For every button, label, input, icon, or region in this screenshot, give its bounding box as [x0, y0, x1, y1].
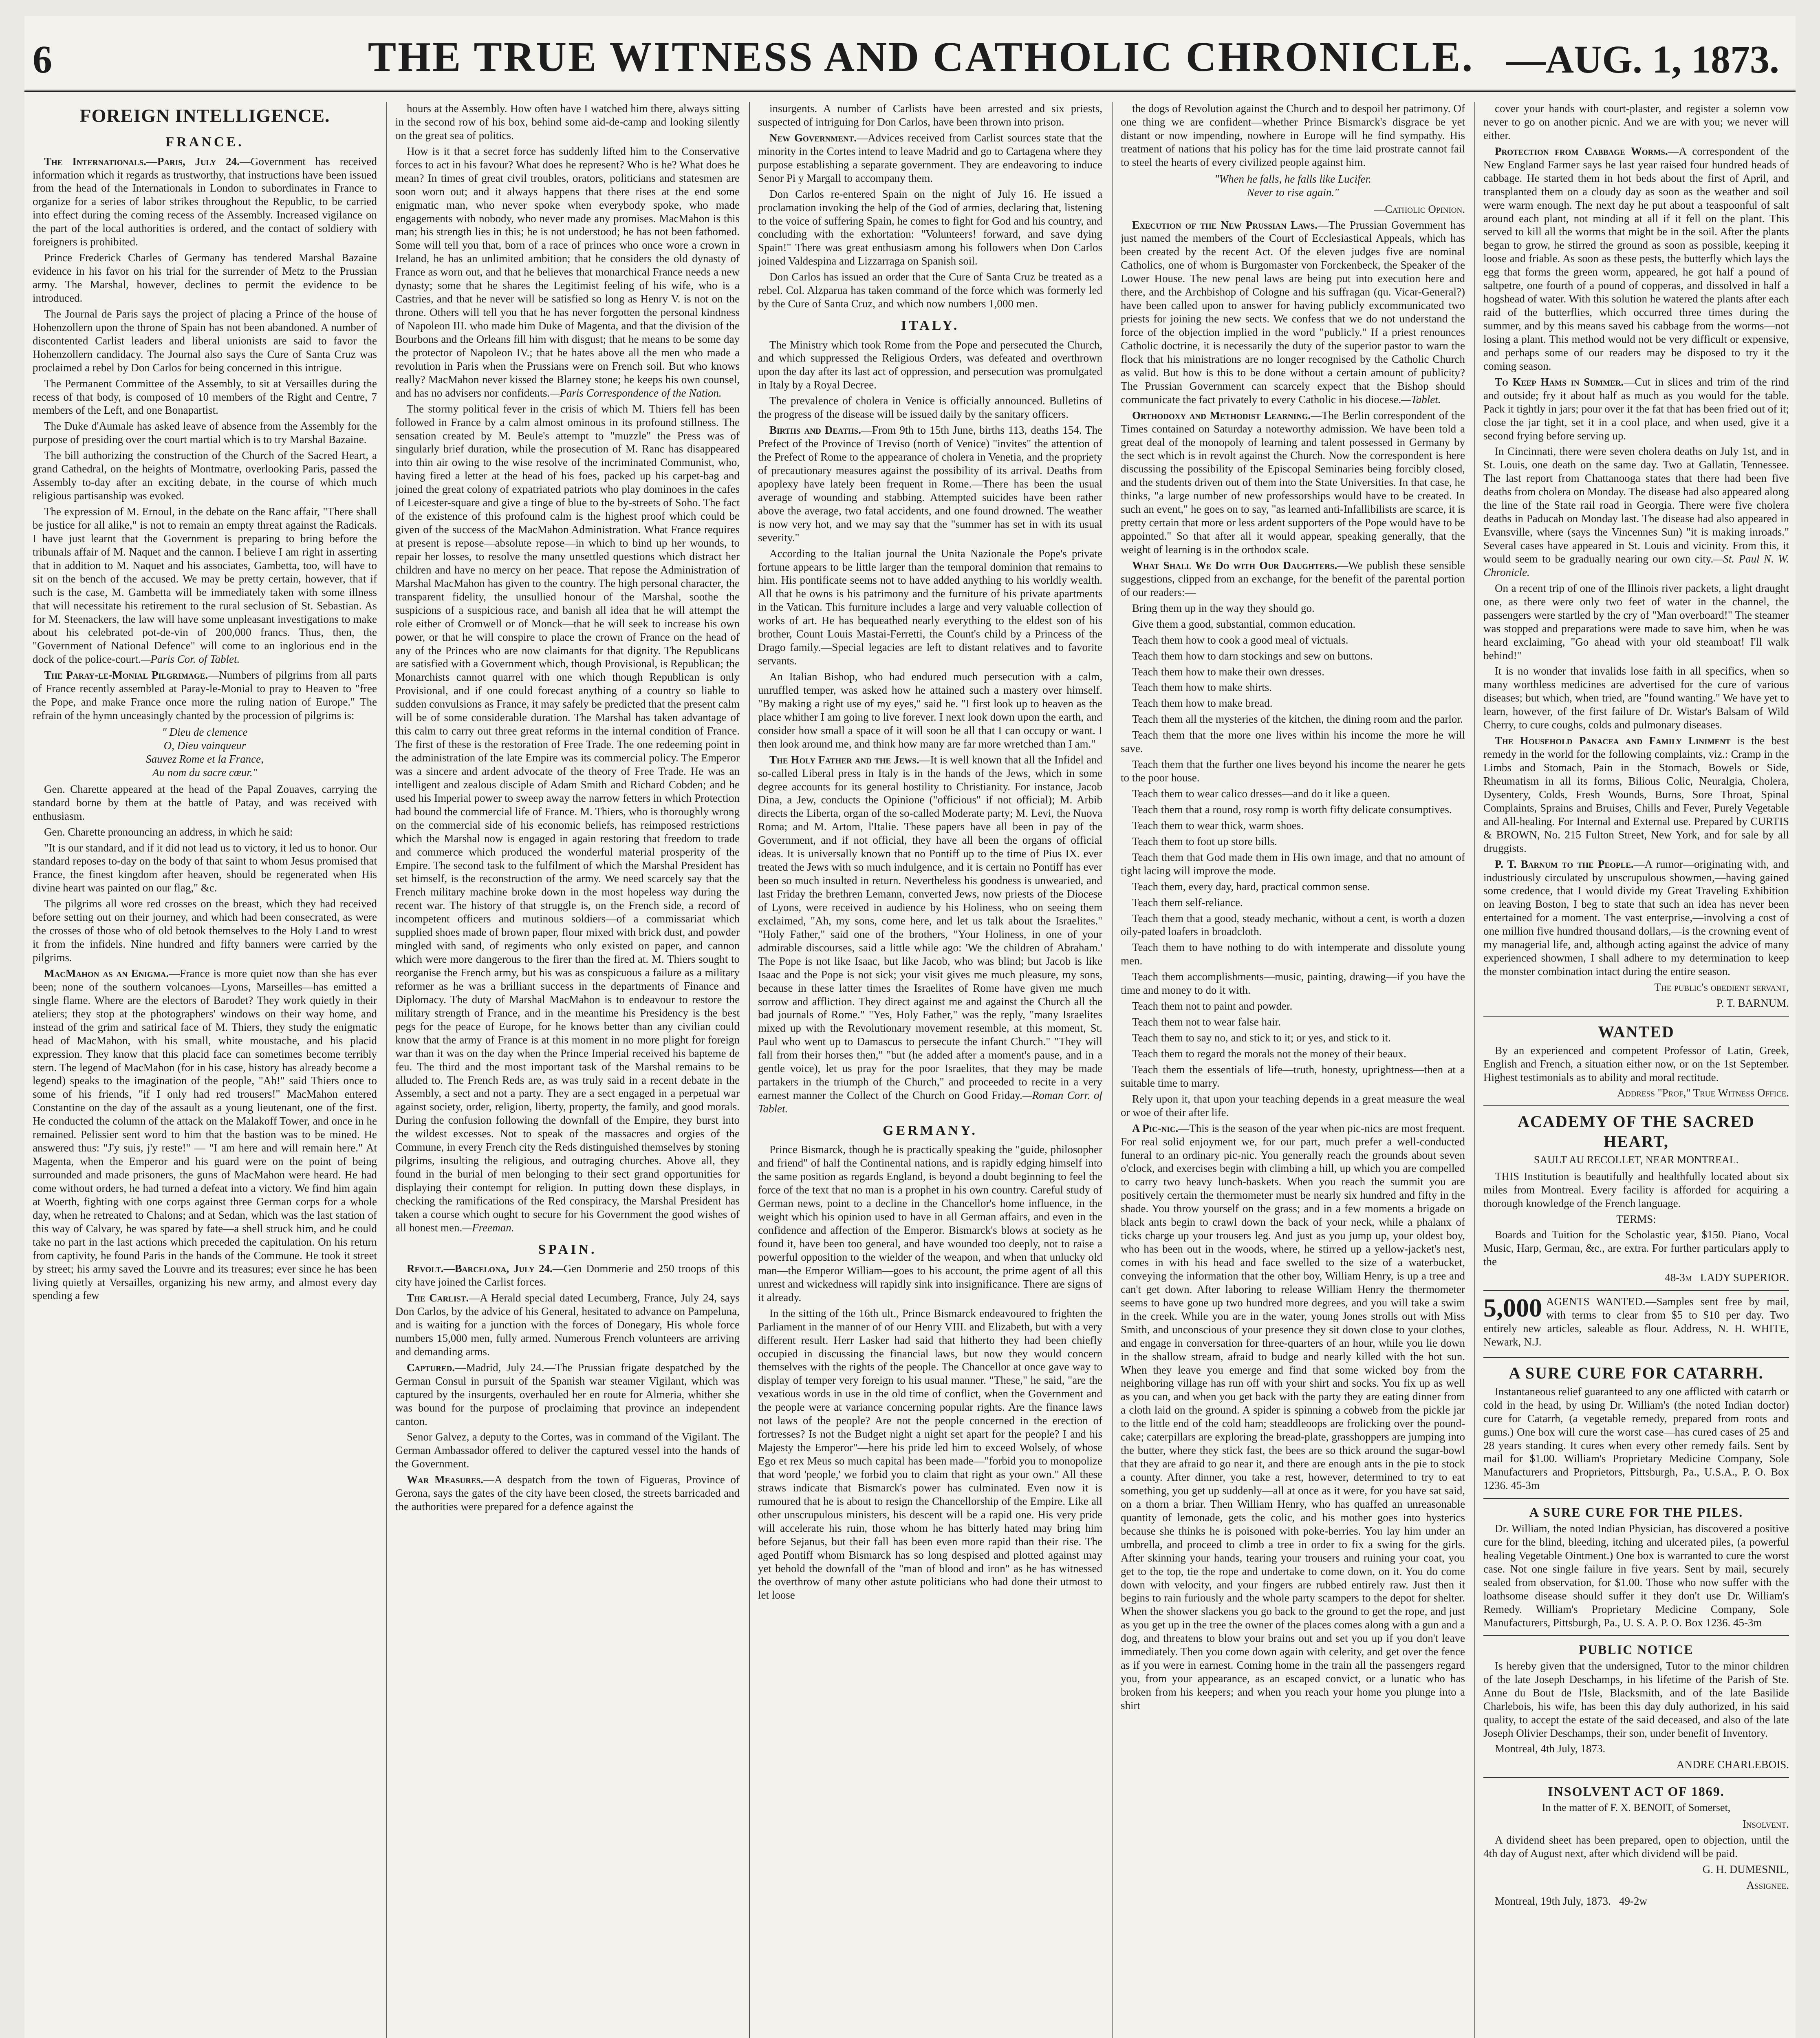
ad-subtitle-2: Insolvent.: [1742, 1818, 1789, 1831]
article-paragraph: The Journal de Paris says the project of placing a Prince of the house of Hohenzollern upon the throne of Spain has not been abandoned. A number of discontented Carlist leaders and liberal unionists are said to favor the Hohenzollern candidacy. The Journal also says the Cure of Santa Cruz was proclaimed a rebel by Don Carlos for being concerned in this intrigue.: [33, 307, 377, 374]
list-item: Teach them to regard the morals not the money of their beaux.: [1132, 1047, 1406, 1060]
list-item: Teach them that a round, rosy romp is worth fifty delicate consumptives.: [1132, 803, 1452, 816]
article-paragraph: The expression of M. Ernoul, in the debate on the Ranc affair, "There shall be justice for all alike," is not to remain an empty threat against the Radicals. I have just learnt that the Government is preparing to bring before the tribunals affair of M. Naquet and the cannon. I believe I am right in asserting that in addition to M. Naquet and his associates, Gambetta, too, will have to sit on the bench of the accused. We may be pretty certain, however, that if such is the case, M. Gambetta will be immediately taken with some illness that will necessitate his retirement to the rural seclusion of St. Sebastian. As for M. Steenackers, the law will have some unpleasant investigations to make about his celebrated pot-de-vin of 200,000 francs. Thus, then, the "Government of National Defence" will come to an inglorious end in the dock of the police-court.—Paris Cor. of Tablet.: [33, 505, 377, 666]
ad-body: Is hereby given that the undersigned, Tutor to the minor children of the late Joseph Deschamps, in his lifetime of the Parish of Ste. Anne du Bout de l'Isle, Blacksmith, and of the late Basilide Charlebois, his wife, has been this day duly authorized, in his said quality, to accept the estate of the said deceased, and also of the late Joseph Olivier Deschamps, their son, under benefit of Inventory.: [1483, 1659, 1789, 1739]
list-item: Teach them that the further one lives beyond his income the nearer he gets to the poor house.: [1121, 758, 1465, 784]
quote-verse: "When he falls, he falls like Lucifer. Never to rise again.": [1214, 172, 1371, 199]
ad-title: A SURE CURE FOR CATARRH.: [1509, 1363, 1764, 1382]
subheading-france: FRANCE.: [165, 135, 244, 150]
article-paragraph: The Ministry which took Rome from the Pope and persecuted the Church, and which suppressed the Religious Orders, was defeated and overthrown upon the day after its last act of oppression, and persecution was promulgated in Italy by a Royal Decree.: [758, 338, 1102, 391]
article-paragraph: Don Carlos re-entered Spain on the night of July 16. He issued a proclamation invoking the help of the God of armies, declaring that, listening to the voice of suffering Spain, he comes to fight for God and his country, and concluding with the exhortation: "Volunteers! forward, and save dying Spain!" There was great enthusiasm among his followers when Don Carlos joined Valdespina and Lizzarraga on Spanish soil.: [758, 187, 1102, 267]
article-paragraph: What Shall We Do with Our Daughters.—We publish these sensible suggestions, clipped from an exchange, for the benefit of the parental portion of our readers:—: [1121, 559, 1465, 598]
list-item: Teach them to wear thick, warm shoes.: [1132, 819, 1304, 832]
ad-body: THIS Institution is beautifully and healthfully located about six miles from Montreal. Every facility is afforded for acquiring a thorough knowledge of the French language.: [1483, 1170, 1789, 1209]
hymn-verse: " Dieu de clemence O, Dieu vainqueur Sauvez Rome et la France, Au nom du sacre cœur.": [146, 726, 264, 779]
ad-piles: [1483, 1498, 1789, 1630]
ad-body: A dividend sheet has been prepared, open to objection, until the 4th day of August next, after which dividend will be paid.: [1483, 1834, 1789, 1859]
ad-body: Instantaneous relief guaranteed to any one afflicted with catarrh or cold in the head, by using Dr. William's (the noted Indian doctor) cure for Catarrh, (a vegetable remedy, prepared from roots and gums.) One box will cure the worst case—has cured cases of 25 and 28 years standing. It cures when every other remedy fails. Sent by mail for $1.00. William's Proprietary Medicine Company, Sole Manufacturers and Proprietors, Pittsburgh, Pa., U.S.A., P. O. Box 1236. 45-3m: [1483, 1385, 1789, 1492]
list-item: Bring them up in the way they should go.: [1132, 602, 1315, 614]
article-paragraph: In the sitting of the 16th ult., Prince Bismarck endeavoured to frighten the Parliament in the manner of of our Henry VIII. and Elizabeth, but with a very different result. Herr Lasker had said that hitherto they had been chiefly occupied in discussing the financial laws, but now they would concern themselves with the rights of the people. The Chancellor at once gave way to display of temper very foreign to his usual manner. "These," he said, "are the vexatious words in use in the old time of conflict, when the Government and the people were at variance concerning popular rights. Are the finance laws not laws of the people? Are not the people concerned in the erection of fortresses? Is not the Budget night a night set apart for the people? I and his Majesty the Emperor"—here his pride led him to exceed Wolsely, of whose Ego et rex Meus so much capital has been made—"forbid you to monopolize that word 'people,' we forbid you to claim that right as your own." All these straws indicate that Bismarck's power has culminated. Even now it is rumoured that he is about to resign the Chancellorship of the Empire. Like all other unscrupulous ministers, his descent will be a rapid one. His very pride will accelerate his ruin, those whom he has bitterly hated may bring him before Sejanus, but their fall has been even more rapid than their rise. The aged Pontiff whom Bismarck has so long despised and plotted against may yet behold the downfall of the "man of blood and iron" as he has witnessed the overthrow of many other astute politicians who had done their utmost to let loose: [758, 1307, 1102, 1601]
article-paragraph: The Household Panacea and Family Liniment is the best remedy in the world for the following complaints, viz.: Cramp in the Limbs and Stomach, Pain in the Stomach, Bowels or Side, Rheumatism in all its forms, Bilious Colic, Neuralgia, Cholera, Dysentery, Colds, Fresh Wounds, Burns, Sore Throat, Spinal Complaints, Sprains and Bruises, Chills and Fever, Purely Vegetable and All-healing. For Internal and External use. Prepared by CURTIS & BROWN, No. 215 Fulton Street, New York, and for sale by all druggists.: [1483, 734, 1789, 854]
article-paragraph: hours at the Assembly. How often have I watched him there, always sitting in the second row of his box, behind some aid-de-camp and looking silently on the great sea of politics.: [395, 102, 740, 141]
article-paragraph: New Government.—Advices received from Carlist sources state that the minority in the Cortes intend to leave Madrid and go to Cartagena where they purpose establishing a separate government. They are endeavoring to induce Senor Pi y Margall to accompany them.: [758, 131, 1102, 184]
newspaper-page: [24, 16, 1796, 2038]
list-item: Teach them how to make their own dresses.: [1132, 665, 1324, 678]
ad-title: A SURE CURE FOR THE PILES.: [1529, 1505, 1743, 1520]
column-2: [395, 102, 740, 2038]
subheading-spain: SPAIN.: [538, 1242, 597, 1257]
article-paragraph: Prince Bismarck, though he is practically speaking the "guide, philosopher and friend" of half the Continental nations, and is rapidly edging himself into the same position as regards England, is beyond a doubt beginning to feel the force of the text that no man is a prophet in his own country. Careful study of German news, point to a decline in the Chancellor's home influence, in the weight which his opinion used to have in all German affairs, and even in the confidence and affection of the Emperor. Bismarck's blows at society as he found it, have been too general, and have wounded too deeply, not to raise a powerful opposition to the wielder of the weapon, and when that unlucky old man—the Emperor William—goes to his account, the prime agent of all this unrest and wickedness will rapidly sink into insignificance. There are signs of it already.: [758, 1143, 1102, 1304]
ad-public-notice: [1483, 1635, 1789, 1772]
article-paragraph: An Italian Bishop, who had endured much persecution with a calm, unruffled temper, was asked how he attained such a mastery over himself. "By making a right use of my eyes," said he. "I first look up to heaven as the place whither I am going to live forever. I next look down upon the earth, and consider how small a space of it will soon be all that I can occupy or want. I then look around me, and think how many are far more wretched than I am.": [758, 671, 1102, 750]
column-3: [758, 102, 1102, 2038]
article-paragraph: Gen. Charette appeared at the head of the Papal Zouaves, carrying the standard borne by them at the battle of Patay, and was received with enthusiasm.: [33, 783, 377, 822]
ad-wanted: [1483, 1016, 1789, 1100]
masthead: [24, 24, 1796, 92]
article-paragraph: The bill authorizing the construction of the Church of the Sacred Heart, a grand Cathedral, on the heights of Montmatre, overlooking Paris, passed the Assembly to-day after an exciting debate, in the course of which much religious partisanship was evoked.: [33, 449, 377, 502]
list-item: Teach them all the mysteries of the kitchen, the dining room and the parlor.: [1132, 713, 1463, 726]
ad-big-number: 5,000: [1483, 1293, 1542, 1323]
list-item: Teach them, every day, hard, practical common sense.: [1132, 880, 1370, 893]
list-item: Teach them accomplishments—music, painting, drawing—if you have the time and money to do it with.: [1121, 970, 1465, 997]
article-paragraph: On a recent trip of one of the Illinois river packets, a light draught one, as there were only two feet of water in the channel, the passengers were startled by the cry of "Man overboard!" The steamer was stopped and preparations were made to save him, when he was heard exclaiming, "Go ahead with your old steamboat! I'll walk behind!": [1483, 582, 1789, 662]
list-item: Teach them not to paint and powder.: [1132, 1000, 1293, 1012]
list-item: Teach them self-reliance.: [1132, 896, 1243, 909]
column-divider: [749, 102, 750, 2038]
ad-academy: [1483, 1105, 1789, 1284]
article-paragraph: The Carlist.—A Herald special dated Lecumberg, France, July 24, says Don Carlos, by the advice of his General, hesitated to advance on Pampeluna, and is waiting for a junction with the forces of Donegary, His whole force numbers 15,000 men, fully armed. Numerous French volunteers are arriving and demanding arms.: [395, 1292, 740, 1358]
article-paragraph: Execution of the New Prussian Laws.—The Prussian Government has just named the members of the Court of Ecclesiastical Appeals, which has been created by the recent Act. Of the eleven judges five are nominal Catholics, one of whom is Burgomaster von Forckenbeck, the Speaker of the Lower House. The new penal laws are being put into execution here and there, and the Archbishop of Cologne and his suffragan (qu. Vicar-General?) have been called upon to answer for having publicly excommunicated two priests for joining the new sects. We confess that we do not understand the force of the objection implied in the word "publicly." If a priest renounces Catholic doctrine, it is necessarily the duty of the superior pastor to warn the flock that his ministrations are no longer recognised by the Catholic Church as valid. But how is this to be done without a certain amount of publicity? The Prussian Government can scarcely expect that the Bishop should communicate the fact privately to every Catholic in his diocese.—Tablet.: [1121, 218, 1465, 406]
page-number: 6: [33, 37, 52, 81]
article-paragraph: According to the Italian journal the Unita Nazionale the Pope's private fortune appears to be little larger than the temporal dominion that remains to him. His pontificate seems not to have added anything to his worldly wealth. All that he owns is his patrimony and the furniture of his private apartments in the Vatican. This furniture includes a large and very valuable collection of works of art. He has bequeathed nearly everything to the eldest son of his brother, Count Louis Mastai-Ferretti, the Count's child by a Princess of the Drago family.—Special legacies are left to distant relatives and to favorite servants.: [758, 547, 1102, 667]
article-paragraph: cover your hands with court-plaster, and register a solemn vow never to go on another picnic. And we are with you; we never will either.: [1483, 102, 1789, 141]
article-paragraph: Births and Deaths.—From 9th to 15th June, births 113, deaths 154. The Prefect of the Province of Treviso (north of Venice) "invites" the attention of the Prefect of Rome to the appearance of cholera in Venetia, and the propriety of precautionary measures against the possibility of its arrival. Deaths from apoplexy have lately been frequent in Rome.—There has been the usual average of wounding and stabbing. Attempted suicides have been rather above the average, two fatal accidents, and one found drowned. The weather is now very hot, and we may say that the "summer has set in with its usual severity.": [758, 424, 1102, 544]
article-paragraph: War Measures.—A despatch from the town of Figueras, Province of Gerona, says the gates of the city have been closed, the streets barricaded and the authorities were prepared for a defence against the: [395, 1473, 740, 1513]
article-paragraph: Prince Frederick Charles of Germany has tendered Marshal Bazaine evidence in his favor on his trial for the surrender of Metz to the Prussian army. The Marshal, however, declines to permit the evidence to be introduced.: [33, 251, 377, 304]
ad-subtitle: In the matter of F. X. BENOIT, of Somerset,: [1542, 1802, 1731, 1814]
list-item: Give them a good, substantial, common education.: [1132, 618, 1356, 630]
ad-body: By an experienced and competent Professor of Latin, Greek, English and French, a situation either now, or on the 1st September. Highest testimonials as to ability and moral rectitude.: [1483, 1044, 1789, 1083]
column-divider: [1112, 102, 1113, 2038]
ad-terms: Boards and Tuition for the Scholastic year, $150. Piano, Vocal Music, Harp, German, &c., are extra. For further particulars apply to the: [1483, 1229, 1789, 1268]
list-item: Teach them to say no, and stick to it; or yes, and stick to it.: [1132, 1032, 1391, 1044]
article-paragraph: MacMahon as an Enigma.—France is more quiet now than she has ever been; none of the southern volcanoes—Lyons, Marseilles—has emitted a single flame. Where are the electors of Barodet? They work quietly in their ateliers; they stop at the photographers' windows on their way home, and instead of the grim and satirical face of M. Thiers, they study the enigmatic head of MacMahon, with his small, white moustache, and his placid expression. They know that this placid face can sometimes become terribly stern. The legend of MacMahon (for in his case, history has already become a legend) speaks to the imagination of the people, "Ah!" said Thiers once to some of his friends, "if I only had red trousers!" MacMahon entered Constantine on the day of the assault as a young lieutenant, one of the first. He conducted the column of the attack on the Malakoff Tower, and once in he remained. Pelissier sent word to him that the bastion was to be mined. He answered thus: "J'y suis, j'y reste!" — "I am here and will remain here." At Magenta, when the Emperor and his guard were on the point of being surrounded and made prisoners, the guns of MacMahon were heard. He had come without orders, he had turned a defeat into a victory. We find him again at Woerth, fighting with one corps against three German corps for a whole day, when he retreated to Chalons; and at Sedan, which was the last station of this way of Calvary, he was spared by fate—a shell struck him, and he could take no part in the last actions which preceded the capitulation. On his return from captivity, he found Paris in the hands of the Commune. He took it street by street; his army saved the Louvre and its treasures; ever since he has been living quietly at Versailles, organizing his new army, and almost every day spending a few: [33, 967, 377, 1302]
article-paragraph: It is no wonder that invalids lose faith in all specifics, when so many worthless medicines are advertised for the cure of various diseases; but which, when tried, are "found wanting." We have yet to learn, however, of the first failure of Dr. Wistar's Balsam of Wild Cherry, to cure coughs, colds and pulmonary diseases.: [1483, 665, 1789, 731]
advice-list: [1121, 602, 1465, 1119]
article-paragraph: Protection from Cabbage Worms.—A correspondent of the New England Farmer says he last year raised four hundred heads of cabbage. He started them in hot beds about the first of April, and transplanted them on a cloudy day as soon as the weather and soil were warm enough. The next day he put about a teaspoonful of salt around each plant, not minding at all if it fell on the plant. This served to kill all the worms that might be in the soil. After the plants began to grow, he stirred the ground as soon as possible, keeping it loose and friable. As soon as these pests, the butterfly which lays the egg that forms the green worm, appeared, he got half a pound of saltpetre, one fourth of a pound of copperas, and dissolved in half a hogshead of water. With this solution he watered the plants after each raid of the butterflies, which occurred three times during the summer, and by this means saved his cabbage from the worms—not losing a plant. This method would not be very difficult or expensive, and perhaps some of our readers may be disposed to try it the coming season.: [1483, 145, 1789, 372]
list-item: Teach them the essentials of life—truth, honesty, uprightness—then at a suitable time to marry.: [1121, 1063, 1465, 1089]
ad-insolvent: [1483, 1777, 1789, 1908]
ad-date: Montreal, 4th July, 1873.: [1495, 1742, 1606, 1755]
list-item: Rely upon it, that upon your teaching depends in a great measure the weal or woe of their after life.: [1121, 1092, 1465, 1118]
column-divider: [386, 102, 387, 2038]
list-item: Teach them how to cook a good meal of victuals.: [1132, 633, 1348, 646]
list-item: Teach them to wear calico dresses—and do it like a queen.: [1132, 787, 1390, 800]
article-paragraph: insurgents. A number of Carlists have been arrested and six priests, suspected of intriguing for Don Carlos, have been thrown into prison.: [758, 102, 1102, 128]
article-paragraph: How is it that a secret force has suddenly lifted him to the Conservative forces to act in his favour? What does he represent? Who is he? What does he mean? In times of great civil troubles, orators, politicians and statesmen are soon worn out; and it always happens that there rises at the end some enigmatic man, who never spoke when everybody spoke, who made engagements with nobody, who never made any promises. MacMahon is this man; his strength lies in this; he is not understood; he has not been fathomed. Some will tell you that, born of a race of princes who once wore a crown in Ireland, he has an unlimited ambition; that he considers the old dynasty of France as worn out, and that he believes that monarchical France needs a new dynasty; some that he shares the Legitimist feeling of his wife, who is a Castries, and that he never will be satisfied so long as Henry V. is not on the throne. Others will tell you that he has never forgotten the personal kindness of Napoleon III. who made him Duke of Magenta, and that the division of the Bourbons and the Orleans fill him with disgust; that he means to be some day the protector of Napoleon IV.; that he hates above all the men who made a revolution in Paris when the Prussians were on French soil. But who knows really? MacMahon never kissed the Blarney stone; he keeps his own counsel, and has no advisers nor confidents.—Paris Correspondence of the Nation.: [395, 145, 740, 399]
list-item: Teach them not to wear false hair.: [1132, 1016, 1281, 1028]
column-4: [1121, 102, 1465, 2038]
article-paragraph: The Paray-le-Monial Pilgrimage.—Numbers of pilgrims from all parts of France recently assembled at Paray-le-Monial to pray to Heaven to "free the Pope, and make France once more the ruling nation of Europe." The refrain of the hymn unceasingly chanted by the procession of pilgrims is:: [33, 669, 377, 722]
article-paragraph: To Keep Hams in Summer.—Cut in slices and trim of the rind and outside; fry it about half as much as you would for the table. Pack it tightly in jars; pour over it the fat that has been fried out of it; close the jar tight, set it in a cool place, and when used, give it a second frying before serving up.: [1483, 375, 1789, 442]
ad-signature: ANDRE CHARLEBOIS.: [1676, 1758, 1789, 1771]
list-item: Teach them how to make shirts.: [1132, 681, 1272, 694]
ad-signature: 48-3m LADY SUPERIOR.: [1665, 1271, 1789, 1284]
ad-body: Dr. William, the noted Indian Physician, has discovered a positive cure for the blind, bleeding, itching and ulcerated piles, (a powerful healing Vegetable Ointment.) One box is warranted to cure the worst case. Not one single failure in five years. Sent by mail, securely sealed from observation, for $1.00. Those who now suffer with the loathsome disease should suffer it they don't use Dr. William's Remedy. William's Proprietary Medicine Company, Sole Manufacturers, Pittsburgh, Pa., U. S. A. P. O. Box 1236. 45-3m: [1483, 1522, 1789, 1629]
article-paragraph: The Duke d'Aumale has asked leave of absence from the Assembly for the purpose of presiding over the court martial which is to try Marshal Bazaine.: [33, 420, 377, 446]
article-paragraph: P. T. Barnum to the People.—A rumor—originating with, and industriously circulated by unscrupulous showmen,—having gained some credence, that I would divide my Great Traveling Exhibition on leaving Boston, I beg to state that such an idea has never been entertained for a moment. The vast enterprise,—involving a cost of one million five hundred thousand dollars,—is the crowning event of my managerial life, and, although acting against the advice of many experienced showmen, I shall adhere to my determination to keep the monster combination intact during the entire season.: [1483, 858, 1789, 978]
source-credit: —Catholic Opinion.: [1374, 203, 1465, 215]
article-paragraph: The Permanent Committee of the Assembly, to sit at Versailles during the recess of that body, is composed of 10 members of the Right and Centre, 7 members of the Left, and one Bonapartist.: [33, 377, 377, 417]
list-item: Teach them to have nothing to do with intemperate and dissolute young men.: [1121, 941, 1465, 967]
list-item: Teach them how to make bread.: [1132, 697, 1273, 710]
ad-signature: G. H. DUMESNIL,: [1702, 1863, 1789, 1875]
ad-title: ACADEMY OF THE SACRED HEART,: [1518, 1112, 1755, 1151]
article-paragraph: Gen. Charette pronouncing an address, in which he said:: [44, 825, 293, 838]
signature-name: P. T. BARNUM.: [1716, 997, 1789, 1009]
article-paragraph: The Holy Father and the Jews.—It is well known that all the Infidel and so-called Liberal press in Italy is in the hands of the Jews, which in some degree accounts for its general hostility to Christianity. For instance, Jacob Dina, a Jew, conducts the Opinione ("officious" if not official); M. Arbib directs the Liberta, organ of the so-called Moderate party; M. Levi, the Nuova Roma; and M. Artom, l'Italie. These papers have all been in pay of the Government, and if not official, they have all been the organs of official ideas. It is universally known that no Pontiff up to the time of Pius IX. ever treated the Jews with so much indulgence, and it is certain no Pontiff has ever been so much insulted in return. Nevertheless his goodness is unwearied, and last Friday the brethren Lemann, converted Jews, now priests of the Diocese of Lyons, were received in audience by his Holiness, who on seeing them exclaimed, "Ah, my sons, come here, and let us talk about the Israelites." "Holy Father," said one of the brothers, "Your Holiness, in one of your admirable discourses, said a little while ago: 'We the children of Abraham.' The Pope is not like Isaac, but like Jacob, who was blind; but Jacob is like Isaac and the Pope is not sick; your visit gives me much pleasure, my sons, because in these latter times the Israelites of Rome have given me much sorrow and affliction. They direct against me and against the Church all the bad journals of Rome." "Yes, Holy Father," was the reply, "many Israelites mixed up with the Revolutionary movement resemble, at this moment, St. Paul who went up to Damascus to persecute the infant Church." "They will fall from their horses then," "but (he added after a moment's pause, and in a gentle voice), let us pray for the poor Israelites, that they may be made partakers in the triumph of the Church," and proceeded to recite in a very earnest manner the Collect of the Church on Good Friday.—Roman Corr. of Tablet.: [758, 753, 1102, 1115]
article-paragraph: The Internationals.—Paris, July 24.—Government has received information which it regards as trustworthy, that instructions have been issued from the head of the Internationals in London to subordinates in France to organize for a series of labor strikes throughout the Republic, to be carried into effect during the coming recess of the Assembly. Increased vigilance on the part of the local authorities is ordered, and the contact of soldiery with foreigners is prohibited.: [33, 155, 377, 248]
article-paragraph: The prevalence of cholera in Venice is officially announced. Bulletins of the progress of the disease will be issued daily by the sanitary officers.: [758, 395, 1102, 421]
article-paragraph: Orthodoxy and Methodist Learning.—The Berlin correspondent of the Times contained on Saturday a noteworthy admission. We have been told a great deal of the monopoly of learning and talent possessed in Germany by the sect which is in revolt against the Church. Now the correspondent is here discussing the possibility of the Episcopal Seminaries being forcibly closed, and the students driven out of them into the State Universities. In that case, he thinks, "a large number of new professorships would have to be created. In such an event," he goes on to say, "as learned anti-Infallibilists are scarce, it is pretty certain that more or less ardent supporters of the Pope would have to be appointed." So that after all it would appear, speaking generally, that the weight of learning is in the orthodox scale.: [1121, 409, 1465, 556]
subheading-germany: GERMANY.: [883, 1123, 978, 1138]
ad-date: Montreal, 19th July, 1873. 49-2w: [1495, 1895, 1647, 1907]
article-paragraph: Captured.—Madrid, July 24.—The Prussian frigate despatched by the German Consul in pursuit of the Spanish war steamer Vigilant, which was captured by the insurgents, overhauled her en route for Almeria, whither she was bound for the purpose of proclaiming that province an independent canton.: [395, 1361, 740, 1427]
article-paragraph: the dogs of Revolution against the Church and to despoil her patrimony. Of one thing we are confident—whether Prince Bismarck's disgrace be yet distant or now impending, nowhere in Europe will he find sympathy. His treatment of nations that his policy has for the time laid prostrate cannot fail to steel the hearts of every civilized people against him.: [1121, 102, 1465, 168]
column-1: [33, 102, 377, 2038]
list-item: Teach them that God made them in His own image, and that no amount of tight lacing will improve the mode.: [1121, 851, 1465, 877]
list-item: Teach them how to darn stockings and sew on buttons.: [1132, 649, 1373, 662]
section-heading: FOREIGN INTELLIGENCE.: [79, 105, 330, 126]
ad-subtitle: SAULT AU RECOLLET, NEAR MONTREAL.: [1534, 1154, 1739, 1166]
article-paragraph: A Pic-nic.—This is the season of the year when pic-nics are most frequent. For real solid enjoyment we, for our part, much prefer a well-conducted funeral to an ordinary pic-nic. You generally reach the grounds about seven o'clock, and exercises begin with climbing a hill, up which you are compelled to carry two heavy lunch-baskets. When you reach the summit you are positively certain the thermometer must be nearly six hundred and fifty in the shade. You throw yourself on the grass; and in a few moments a brigade on black ants begin to crawl down the back of your neck, while a phalanx of ticks charge up your trousers leg. And just as you jump up, your oldest boy, who has been out in the woods, where, he stirred up a yellow-jacket's nest, comes in with his head and face swelled to the size of a waterbucket, conveying the information that the other boy, William Henry, is up a tree and can't get down. After laboring to release William Henry the thermometer seems to have gone up two hundred more degrees, and you will take a swim in the creek. While you are in the water, young Jones strolls out with Miss Smith, and unconscious of your presence they sit down close to your clothes, and engage in conversation for three-quarters of an hour, while you lie down in the shallow stream, afraid to budge and nearly killed with the hot sun. When they leave you emerge and find that some wicked boy from the neighboring village has run off with your shirt and socks. You fix up as well as you can, and when you get back with the party they are eating dinner from a cloth laid on the ground. A spider is spinning a cobweb from the pickle jar to the little end of the cold ham; steaddleoops are frolicking over the pound-cake; caterpillars are exploring the bread-plate, grasshoppers are jumping into the butter, where they stick fast, the bees are so thick around the sugar-bowl that they are afraid to go near it, and there are enough ants in the pie to stock a county. After dinner, you take a rest, however, determined to try to eat something, you get up suddenly—all at once as it were, for you have sat said, on a thorn a briar. Then William Henry, who has quaffed an unreasonable quantity of lemonade, gets the colic, and his mother goes into hysterics because she thinks he is poisoned with poke-berries. You lay him under an umbrella, and proceed to climb a tree in order to fix a swing for the girls. After skinning your hands, tearing your trousers and ruining your coat, you get to the top, tie the rope and undertake to come down, on it. You do come down with velocity, and your fingers are rubbed entirely raw. Just then it begins to rain furiously and the whole party scampers to the depot for shelter. When the shower slackens you go back to the ground to get the rope, and just as you get up in the tree the owner of the places comes along with a gun and a dog, and threatens to blow your brains out and set you up if you don't leave immediately. Then you come down again with celerity, and get over the fence as if you were in earnest. Coming home in the train all the passengers regard you, from your appearance, as an escaped convict, or a lunatic who has broken from his keepers; and when you reach your home you plunge into a shirt: [1121, 1122, 1465, 1712]
subheading-italy: ITALY.: [901, 318, 960, 333]
list-item: Teach them that the more one lives within his income the more he will save.: [1121, 729, 1465, 755]
article-paragraph: The pilgrims all wore red crosses on the breast, which they had received before setting out on their journey, and which had been consecrated, as were the crosses of those who of old betook themselves to the Holy Land to wrest it from the infidels. Nine hundred and fifty banners were carried by the pilgrims.: [33, 898, 377, 964]
article-paragraph: Don Carlos has issued an order that the Cure of Santa Cruz be treated as a rebel. Col. Alzparua has taken command of the force which was formerly led by the Cure of Santa Cruz, and which now numbers 1,000 men.: [758, 271, 1102, 310]
ad-terms-label: TERMS:: [1616, 1213, 1656, 1225]
ad-title: WANTED: [1598, 1022, 1675, 1041]
list-item: Teach them that a good, steady mechanic, without a cent, is worth a dozen oily-pated loafers in broadcloth.: [1121, 912, 1465, 938]
ad-role: Assignee.: [1746, 1879, 1789, 1891]
article-paragraph: In Cincinnati, there were seven cholera deaths on July 1st, and in St. Louis, one death on the same day. Two at Gallatin, Tennessee. The last report from Chattanooga states that there had been five deaths from cholera on Monday. The disease had also appeared along the line of the State rail road in Georgia. There were five cholera deaths in Paducah on Monday last. The disease had also appeared in Evansville, where (says the Vincennes Sun) "it is making inroads." Several cases have appeared in St. Louis and vicinity. From this, it would seem to be gradually nearing our own city.—St. Paul N. W. Chronicle.: [1483, 445, 1789, 578]
signature-line: The public's obedient servant,: [1654, 981, 1789, 993]
article-paragraph: Revolt.—Barcelona, July 24.—Gen Dommerie and 250 troops of this city have joined the Carlist forces.: [395, 1262, 740, 1288]
column-divider: [1474, 102, 1475, 2038]
ad-catarrh: [1483, 1357, 1789, 1492]
article-paragraph: "It is our standard, and if it did not lead us to victory, it led us to honor. Our standard reposes to-day on the body of that saint to whom Jesus promised that France, the finest kingdom after heaven, should be regenerated when His divine heart was painted on our flag," &c.: [33, 841, 377, 894]
column-5: [1483, 102, 1789, 2038]
article-paragraph: The stormy political fever in the crisis of which M. Thiers fell has been followed in France by a calm almost ominous in its profound stillness. The sensation created by M. Beule's attempt to "muzzle" the Press was of singularly brief duration, while the prosecution of M. Ranc has disappeared into thin air owing to the wise resolve of the incriminated Communist, who, having fired a letter at the head of his foes, packed up his carpet-bag and joined the great colony of expatriated patriots who play dominoes in the cafes of Leicester-square and give a tinge of blue to the by-streets of Soho. The fact of the existence of this profound calm is the highest proof which could be given of the success of the MacMahon Administration. What France requires at present is repose—absolute repose—in which to bind up her wounds, to repair her losses, to resolve the many unsettled questions which distract her children and have no mercy on her peace. That repose the Administration of Marshal MacMahon has given to the country. The high personal character, the transparent fidelity, the unsullied honour of the Marshal, soothe the suspicions of a suspicious race, and banish all idea that he will attempt the role either of Cromwell or of Monck—that he will seek to increase his own power, or that he will conspire to place the crown of France on the head of any of the Princes who are now claimants for that dignity. The Republicans are satisfied with a Government which, though Provisional, is Republican; the Monarchists cannot quarrel with one which though Republican is only Provisional, and if one could forecast anything of a country so liable to sudden convulsions as France, it may safely be predicted that the present calm will be of some considerable duration. The Marshal has taken advantage of this calm to carry out three great reforms in the internal condition of France. The first of these is the restoration of Free Trade. The one redeeming point in the administration of the late Empire was its commercial policy. The Emperor was a sincere and ardent advocate of the theory of Free Trade. He was an intelligent and zealous disciple of Adam Smith and Richard Cobden; and he used his Imperial power to sweep away the narrow fetters in which Protection had bound the commercial life of France. M. Thiers, who is thoroughly wrong on the commercial side of his economic beliefs, has reimposed restrictions which the Marshal now is engaged in again restoring that freedom to trade and commerce which produced the wonderful material prosperity of the Empire. The second task to the fulfilment of which the Marshal President has set himself, is the reconstruction of the army. We need scarcely say that the French military machine broke down in the most hopeless way during the recent war. The history of that struggle is, on the French side, a record of incompetent officers and mutinous soldiers—of a commissariat which supplied shoes made of brown paper, flour mixed with brick dust, and powder mingled with sand, of regiments who only existed on paper, and cannon which were more dangerous to the firer than the fired at. M. Thiers sought to reorganise the French army, but his was as conspicuous a failure as a military reformer as he was a brilliant success in the departments of Finance and Diplomacy. The duty of Marshal MacMahon is to endeavour to restore the military strength of France, and in the meantime his Presidency is the best pegs for the peace of Europe, for he knows better than any civilian could know that the army of France is at this moment in no more plight for foreign war than it was on the day when the Prince Imperial received his bapteme de feu. The third and the most important task of the Marshal remains to be alluded to. The French Reds are, as was truly said in a recent debate in the Assembly, a sect and not a party. They are a sect engaged in a perpetual war against society, order, religion, liberty, property, the family, and good morals. During the confusion following the downfall of the Empire, they burst into the wildest excesses. Not to speak of the massacres and orgies of the Commune, in every French city the Reds distinguished themselves by stoning pilgrims, insulting the religious, and outraging churches. Above all, they found in the burial of men belonging to their sect grand opportunities for displaying their contempt for religion. In putting down these displays, in checking the ramifications of the Red conspiracy, the Marshal President has taken a course which ought to secure for his Government the good wishes of all honest men.—Freeman.: [395, 402, 740, 1234]
newspaper-title: THE TRUE WITNESS AND CATHOLIC CHRONICLE.: [368, 33, 1474, 80]
ad-title: PUBLIC NOTICE: [1579, 1642, 1694, 1657]
ad-title: INSOLVENT ACT OF 1869.: [1548, 1784, 1725, 1799]
issue-date: —AUG. 1, 1873.: [1506, 37, 1779, 81]
ad-address: Address "Prof," True Witness Office.: [1617, 1087, 1789, 1099]
article-paragraph: Senor Galvez, a deputy to the Cortes, was in command of the Vigilant. The German Ambassador offered to deliver the captured vessel into the hands of the Government.: [395, 1431, 740, 1470]
ad-agents: 5,000 AGENTS WANTED.—Samples sent free by mail, with terms to clear from $5 to $10 per day. Two entirely new articles, saleable as flour. Address, N. H. WHITE, Newark, N.J.: [1483, 1290, 1789, 1351]
list-item: Teach them to foot up store bills.: [1132, 835, 1277, 847]
